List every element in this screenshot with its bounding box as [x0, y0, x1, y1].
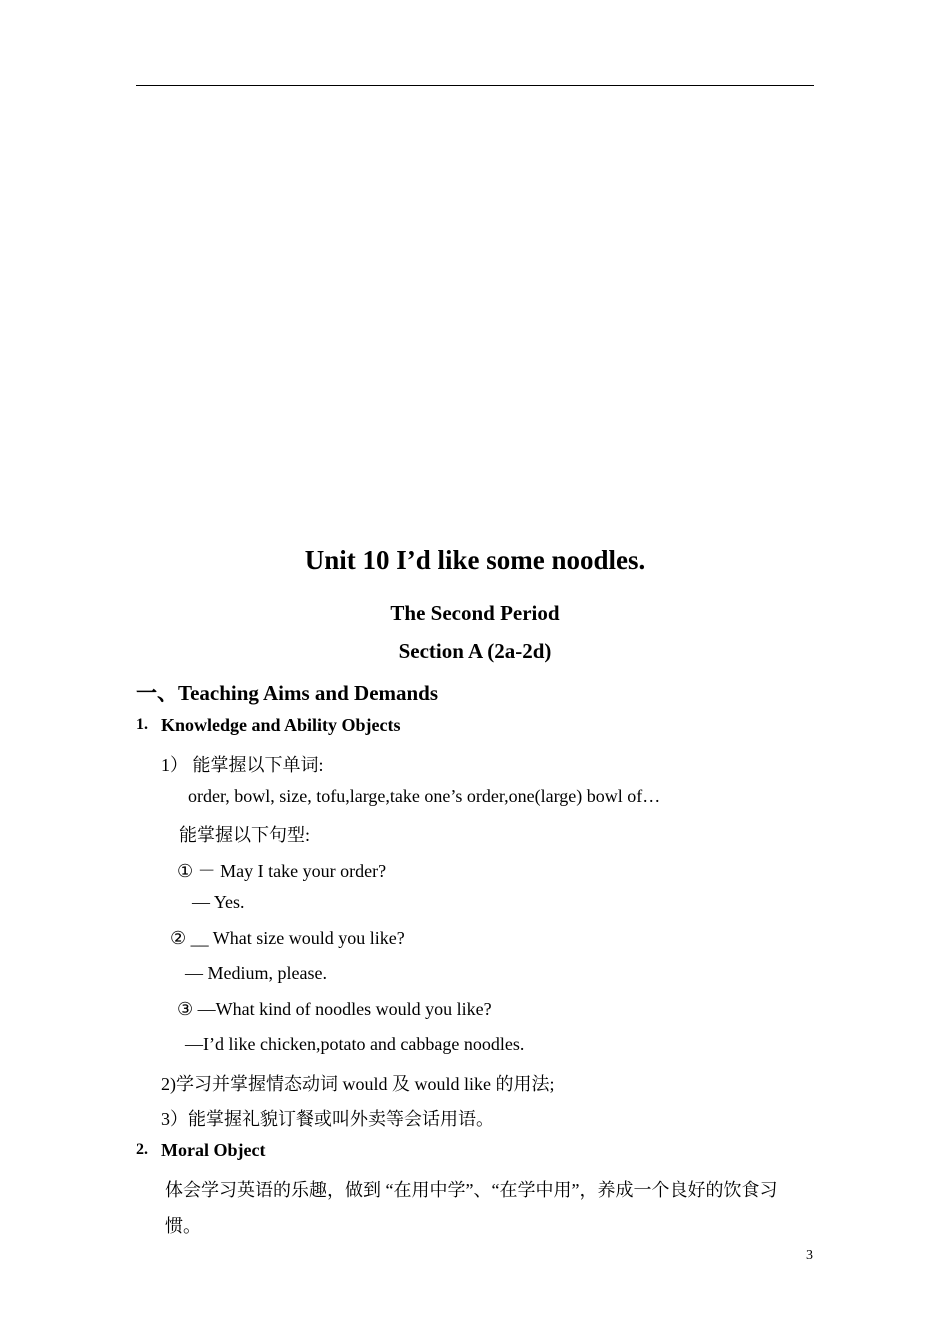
objective-2-title: Moral Object [161, 1140, 266, 1160]
document-title: Unit 10 I’d like some noodles. [304, 545, 646, 575]
moral-text-line-2: 惯。 [165, 1216, 201, 1236]
sentence-intro: 能掌握以下句型: [179, 825, 311, 845]
ordering-aim: 3）能掌握礼貌订餐或叫外卖等会话用语。 [161, 1109, 494, 1129]
dialogue-3-answer: —I’d like chicken,potato and cabbage noodles. [185, 1034, 525, 1054]
page-number: 3 [806, 1248, 813, 1263]
dialogue-1-answer: — Yes. [192, 892, 245, 912]
teaching-aims-heading: 一、Teaching Aims and Demands [136, 681, 439, 705]
period-heading: The Second Period [390, 601, 560, 625]
dialogue-2-answer: — Medium, please. [185, 963, 327, 983]
objective-1-title: Knowledge and Ability Objects [161, 715, 401, 735]
section-heading: Section A (2a-2d) [398, 639, 552, 663]
objective-1-number: 1. [136, 716, 148, 733]
dialogue-3-question: ③ —What kind of noodles would you like? [177, 999, 492, 1019]
objective-2-number: 2. [136, 1141, 148, 1158]
vocab-intro: 1） 能掌握以下单词: [161, 755, 324, 775]
moral-text-line-1: 体会学习英语的乐趣，做到 “在用中学”、“在学中用”，养成一个良好的饮食习 [165, 1180, 778, 1200]
dialogue-2-question: ② __ What size would you like? [170, 928, 405, 948]
header-rule [136, 85, 814, 86]
dialogue-1-question: ① － May I take your order? [177, 861, 387, 881]
vocab-list: order, bowl, size, tofu,large,take one’s order,one(large) bowl of… [188, 786, 661, 806]
modal-verb-aim: 2)学习并掌握情态动词 would 及 would like 的用法; [161, 1074, 555, 1094]
